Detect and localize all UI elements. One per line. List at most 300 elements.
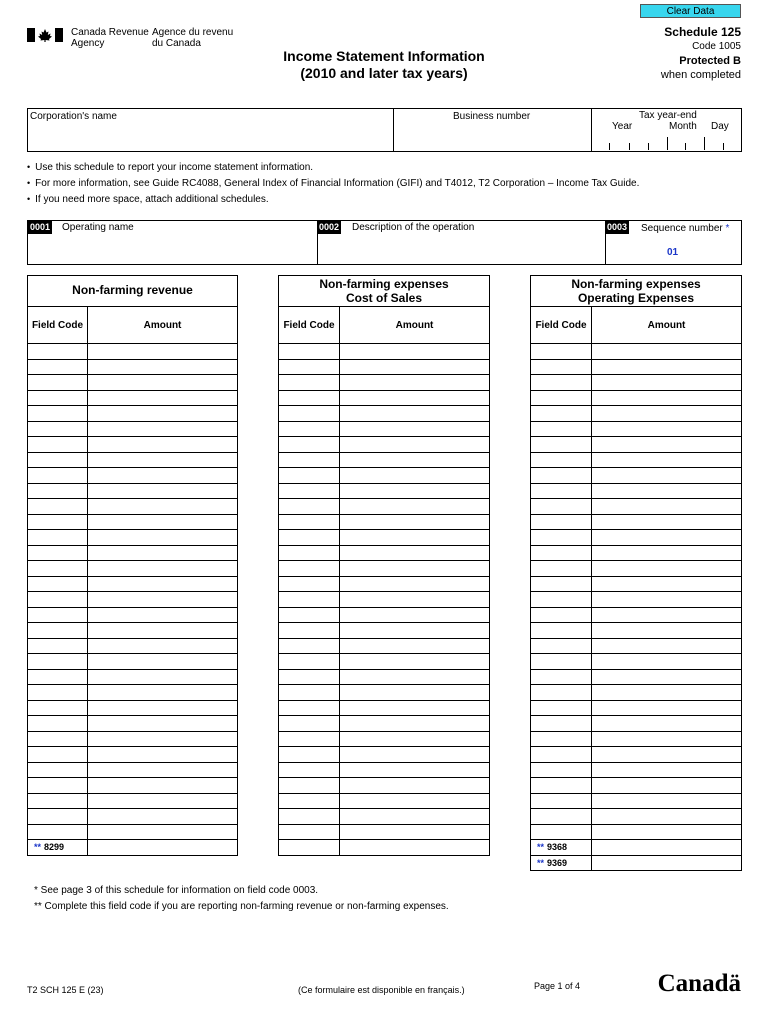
table-row	[28, 716, 238, 732]
table-row	[531, 855, 742, 871]
table-row	[531, 607, 742, 623]
field-code-cell[interactable]	[279, 809, 340, 825]
amount-cell[interactable]	[592, 375, 742, 391]
amount-cell[interactable]	[340, 576, 490, 592]
amount-cell[interactable]	[340, 514, 490, 530]
field-code-cell[interactable]	[28, 685, 88, 701]
revenue-subheader	[27, 306, 238, 344]
french-availability: (Ce formulaire est disponible en français.)	[298, 985, 465, 995]
field-code-cell[interactable]	[279, 561, 340, 577]
amount-cell[interactable]	[340, 685, 490, 701]
field-code-cell[interactable]	[28, 700, 88, 716]
agency-fr-line-1: Agence du revenu	[152, 27, 234, 38]
amount-cell[interactable]	[592, 390, 742, 406]
table-row	[279, 654, 490, 670]
operating-name-label: Operating name	[62, 222, 134, 233]
instruction-item: • Use this schedule to report your income statement information.	[27, 160, 639, 175]
amount-cell[interactable]	[88, 731, 238, 747]
table-row	[531, 747, 742, 763]
amount-cell[interactable]	[88, 499, 238, 515]
day-label: Day	[711, 121, 729, 132]
amount-cell[interactable]	[592, 344, 742, 360]
amount-cell[interactable]	[88, 576, 238, 592]
table-row	[279, 638, 490, 654]
amount-cell[interactable]	[340, 669, 490, 685]
table-row	[28, 375, 238, 391]
operating-name-field[interactable]	[28, 221, 318, 264]
sequence-number-text: Sequence number	[641, 223, 723, 234]
table-row	[279, 685, 490, 701]
field-code-cell[interactable]	[279, 483, 340, 499]
table-row	[28, 793, 238, 809]
table-row	[531, 421, 742, 437]
field-code-cell[interactable]	[531, 592, 592, 608]
field-code-cell[interactable]	[279, 716, 340, 732]
field-code-cell[interactable]	[28, 468, 88, 484]
field-code-cell[interactable]	[28, 406, 88, 422]
amount-cell[interactable]	[592, 762, 742, 778]
amount-cell[interactable]	[340, 762, 490, 778]
table-row	[531, 406, 742, 422]
field-code-cell[interactable]	[28, 530, 88, 546]
field-code-cell[interactable]	[28, 561, 88, 577]
field-code-cell[interactable]	[279, 530, 340, 546]
field-code-cell[interactable]	[279, 778, 340, 794]
amount-cell[interactable]	[592, 437, 742, 453]
amount-cell[interactable]	[340, 778, 490, 794]
field-code-cell[interactable]	[279, 731, 340, 747]
table-row	[28, 700, 238, 716]
amount-cell[interactable]	[592, 731, 742, 747]
table-row	[279, 514, 490, 530]
field-code-cell[interactable]	[279, 747, 340, 763]
field-code-cell[interactable]	[531, 545, 592, 561]
amount-cell[interactable]	[592, 576, 742, 592]
field-code-cell[interactable]	[279, 824, 340, 840]
field-code-cell[interactable]	[531, 468, 592, 484]
amount-cell[interactable]	[88, 669, 238, 685]
table-row	[28, 840, 238, 856]
table-row	[279, 468, 490, 484]
sequence-number-label	[641, 223, 729, 234]
table-row	[279, 747, 490, 763]
field-code-cell[interactable]	[28, 545, 88, 561]
field-code-cell[interactable]	[28, 716, 88, 732]
table-row	[279, 700, 490, 716]
field-code-cell[interactable]	[531, 700, 592, 716]
field-code-cell[interactable]	[28, 778, 88, 794]
field-code-cell[interactable]	[531, 390, 592, 406]
day-tick	[723, 143, 724, 150]
field-code-cell[interactable]	[279, 654, 340, 670]
table-row	[279, 545, 490, 561]
field-code-cell[interactable]	[531, 716, 592, 732]
field-code-cell[interactable]	[279, 359, 340, 375]
field-code-cell[interactable]	[279, 638, 340, 654]
amount-cell[interactable]	[592, 855, 742, 871]
field-code-cell[interactable]	[279, 669, 340, 685]
amount-cell[interactable]	[340, 654, 490, 670]
table-row	[531, 375, 742, 391]
amount-cell[interactable]	[88, 483, 238, 499]
field-code-cell[interactable]	[28, 669, 88, 685]
amount-cell[interactable]	[88, 561, 238, 577]
amount-cell[interactable]	[88, 421, 238, 437]
field-code-cell[interactable]	[279, 452, 340, 468]
field-code-header: Field Code	[28, 307, 88, 343]
table-row	[531, 530, 742, 546]
field-code-cell[interactable]	[531, 778, 592, 794]
amount-cell[interactable]	[340, 375, 490, 391]
table-row	[531, 669, 742, 685]
field-code-cell[interactable]	[279, 840, 340, 856]
table-row	[279, 840, 490, 856]
table-row	[531, 623, 742, 639]
table-row	[28, 747, 238, 763]
field-code-cell[interactable]	[28, 375, 88, 391]
form-title	[250, 48, 518, 82]
field-code-cell[interactable]	[28, 623, 88, 639]
table-row	[279, 623, 490, 639]
field-code-cell[interactable]	[279, 592, 340, 608]
amount-cell[interactable]	[88, 530, 238, 546]
field-code-cell[interactable]	[531, 452, 592, 468]
field-code-cell[interactable]	[279, 468, 340, 484]
table-row	[531, 700, 742, 716]
field-code-cell[interactable]	[531, 623, 592, 639]
agency-en-line-2: Agency	[71, 38, 105, 49]
amount-cell[interactable]	[592, 545, 742, 561]
amount-cell[interactable]	[88, 747, 238, 763]
amount-cell[interactable]	[88, 545, 238, 561]
table-row	[28, 406, 238, 422]
required-star: **	[537, 842, 545, 853]
field-code-cell[interactable]	[28, 499, 88, 515]
sequence-number-field[interactable]	[605, 221, 741, 264]
amount-cell[interactable]	[592, 561, 742, 577]
amount-cell[interactable]	[88, 809, 238, 825]
identification-box	[27, 108, 742, 152]
table-row	[279, 359, 490, 375]
field-code-cell[interactable]	[28, 452, 88, 468]
amount-cell[interactable]	[340, 390, 490, 406]
amount-cell[interactable]	[592, 406, 742, 422]
field-code-cell[interactable]	[28, 762, 88, 778]
amount-cell[interactable]	[340, 359, 490, 375]
field-code-cell[interactable]	[531, 530, 592, 546]
table-row	[28, 685, 238, 701]
field-code-cell[interactable]	[28, 654, 88, 670]
field-code-cell[interactable]	[531, 731, 592, 747]
amount-cell[interactable]	[340, 344, 490, 360]
field-code-cell[interactable]	[279, 344, 340, 360]
instruction-item: • If you need more space, attach additional schedules.	[27, 192, 639, 207]
field-code-cell[interactable]	[531, 747, 592, 763]
table-row	[531, 344, 742, 360]
amount-cell[interactable]	[88, 623, 238, 639]
amount-cell[interactable]	[340, 700, 490, 716]
field-code-cell[interactable]	[531, 762, 592, 778]
amount-cell[interactable]	[592, 592, 742, 608]
description-field[interactable]	[317, 221, 606, 264]
table-row	[28, 669, 238, 685]
field-code-cell[interactable]	[531, 855, 592, 871]
field-code-cell[interactable]	[279, 406, 340, 422]
amount-cell[interactable]	[592, 514, 742, 530]
table-row	[531, 809, 742, 825]
amount-cell[interactable]	[88, 638, 238, 654]
field-code-cell[interactable]	[279, 545, 340, 561]
cost-subheader	[278, 306, 490, 344]
field-code-cell[interactable]	[531, 421, 592, 437]
amount-cell[interactable]	[88, 452, 238, 468]
field-code-cell[interactable]	[531, 685, 592, 701]
amount-cell[interactable]	[340, 468, 490, 484]
table-row	[531, 359, 742, 375]
table-row	[28, 421, 238, 437]
amount-cell[interactable]	[88, 716, 238, 732]
field-code-cell[interactable]	[28, 824, 88, 840]
clear-data-button[interactable]: Clear Data	[640, 4, 741, 18]
revenue-title: Non-farming revenue	[72, 283, 193, 297]
field-code-cell[interactable]	[531, 824, 592, 840]
amount-cell[interactable]	[340, 731, 490, 747]
table-row	[279, 390, 490, 406]
amount-cell[interactable]	[88, 375, 238, 391]
amount-cell[interactable]	[88, 607, 238, 623]
amount-cell[interactable]	[340, 747, 490, 763]
amount-cell[interactable]	[88, 685, 238, 701]
amount-cell[interactable]	[340, 840, 490, 856]
table-row	[28, 607, 238, 623]
field-code-0003: 0003	[607, 222, 628, 232]
field-code-cell[interactable]	[279, 375, 340, 391]
amount-cell[interactable]	[592, 638, 742, 654]
when-completed-label: when completed	[660, 69, 741, 81]
field-code-cell[interactable]	[531, 669, 592, 685]
amount-cell[interactable]	[592, 716, 742, 732]
amount-cell[interactable]	[592, 778, 742, 794]
amount-cell[interactable]	[592, 669, 742, 685]
opex-title-line-2: Operating Expenses	[577, 291, 695, 305]
amount-cell[interactable]	[592, 452, 742, 468]
amount-cell[interactable]	[88, 344, 238, 360]
amount-cell[interactable]	[340, 530, 490, 546]
amount-cell[interactable]	[592, 809, 742, 825]
field-code-cell[interactable]	[279, 607, 340, 623]
table-row	[28, 778, 238, 794]
field-code-cell[interactable]	[28, 437, 88, 453]
amount-cell[interactable]	[340, 483, 490, 499]
amount-cell[interactable]	[592, 824, 742, 840]
field-code-cell[interactable]	[531, 514, 592, 530]
amount-cell[interactable]	[88, 514, 238, 530]
field-code-cell[interactable]	[28, 592, 88, 608]
amount-cell[interactable]	[340, 607, 490, 623]
table-row	[279, 716, 490, 732]
table-row	[28, 592, 238, 608]
amount-cell[interactable]	[592, 483, 742, 499]
field-code-0002: 0002	[319, 222, 340, 232]
table-row	[28, 359, 238, 375]
table-row	[28, 824, 238, 840]
field-code-cell[interactable]	[28, 483, 88, 499]
agency-fr-line-2: du Canada	[152, 38, 201, 49]
field-code-cell[interactable]	[28, 607, 88, 623]
amount-cell[interactable]	[592, 359, 742, 375]
field-code-cell[interactable]	[531, 576, 592, 592]
field-code-cell[interactable]	[531, 607, 592, 623]
field-code-cell[interactable]	[531, 359, 592, 375]
table-row	[531, 762, 742, 778]
amount-cell[interactable]	[592, 793, 742, 809]
field-code-cell[interactable]	[531, 561, 592, 577]
table-row	[28, 731, 238, 747]
amount-cell[interactable]	[592, 530, 742, 546]
table-row	[531, 561, 742, 577]
field-code-cell[interactable]	[28, 359, 88, 375]
field-code-cell[interactable]	[28, 747, 88, 763]
table-row	[28, 514, 238, 530]
field-code-cell[interactable]	[531, 406, 592, 422]
table-row	[28, 561, 238, 577]
field-code-cell[interactable]	[28, 344, 88, 360]
table-row	[28, 483, 238, 499]
amount-cell[interactable]	[88, 840, 238, 856]
table-row	[279, 561, 490, 577]
amount-cell[interactable]	[88, 406, 238, 422]
amount-cell[interactable]	[340, 545, 490, 561]
amount-cell[interactable]	[340, 623, 490, 639]
required-star: **	[537, 857, 545, 868]
amount-cell[interactable]	[88, 824, 238, 840]
amount-cell[interactable]	[340, 421, 490, 437]
field-code-cell[interactable]	[28, 840, 88, 856]
field-code-cell[interactable]	[279, 576, 340, 592]
table-row	[531, 716, 742, 732]
amount-cell[interactable]	[340, 793, 490, 809]
field-code-cell[interactable]	[28, 421, 88, 437]
field-code-cell[interactable]	[28, 638, 88, 654]
amount-cell[interactable]	[592, 685, 742, 701]
amount-cell[interactable]	[592, 700, 742, 716]
field-code-cell[interactable]	[279, 421, 340, 437]
table-row	[279, 607, 490, 623]
amount-cell[interactable]	[88, 359, 238, 375]
amount-cell[interactable]	[592, 468, 742, 484]
corporation-name-field[interactable]	[28, 109, 394, 151]
table-row	[28, 468, 238, 484]
field-code-cell[interactable]	[279, 700, 340, 716]
amount-header: Amount	[143, 319, 182, 331]
field-code-cell[interactable]	[28, 793, 88, 809]
field-code-cell[interactable]	[279, 499, 340, 515]
month-tick	[685, 143, 686, 150]
field-code-cell[interactable]	[279, 437, 340, 453]
field-code-cell[interactable]	[279, 685, 340, 701]
amount-cell[interactable]	[592, 607, 742, 623]
field-code-cell[interactable]	[531, 793, 592, 809]
amount-header: Amount	[395, 319, 434, 331]
field-code-cell[interactable]	[28, 809, 88, 825]
field-code-cell[interactable]	[28, 390, 88, 406]
table-row	[28, 545, 238, 561]
amount-cell[interactable]	[88, 762, 238, 778]
field-code-cell[interactable]	[531, 437, 592, 453]
amount-cell[interactable]	[340, 638, 490, 654]
amount-cell[interactable]	[340, 592, 490, 608]
amount-cell[interactable]	[340, 406, 490, 422]
amount-cell[interactable]	[340, 437, 490, 453]
field-code-cell[interactable]	[279, 390, 340, 406]
amount-cell[interactable]	[340, 452, 490, 468]
table-row	[28, 762, 238, 778]
month-divider	[667, 137, 668, 150]
field-code-cell[interactable]	[531, 375, 592, 391]
amount-cell[interactable]	[88, 654, 238, 670]
field-code-cell[interactable]	[279, 514, 340, 530]
amount-cell[interactable]	[88, 793, 238, 809]
field-code-cell[interactable]	[531, 654, 592, 670]
field-code-cell[interactable]	[531, 809, 592, 825]
table-row	[531, 499, 742, 515]
opex-title-line-1: Non-farming expenses	[571, 277, 701, 291]
table-row	[279, 793, 490, 809]
amount-cell[interactable]	[88, 778, 238, 794]
field-code-cell[interactable]	[531, 483, 592, 499]
amount-cell[interactable]	[340, 809, 490, 825]
field-code-cell[interactable]	[279, 623, 340, 639]
field-code-cell[interactable]	[531, 840, 592, 856]
amount-cell[interactable]	[592, 840, 742, 856]
field-code-value: 8299	[44, 842, 65, 853]
canada-wordmark: Canadä	[657, 970, 741, 997]
table-row	[28, 452, 238, 468]
table-row	[531, 437, 742, 453]
field-code-cell[interactable]	[531, 499, 592, 515]
table-row	[28, 390, 238, 406]
amount-cell[interactable]	[592, 421, 742, 437]
amount-cell[interactable]	[340, 716, 490, 732]
table-row	[531, 685, 742, 701]
field-code-cell[interactable]	[531, 638, 592, 654]
amount-cell[interactable]	[592, 499, 742, 515]
tax-year-end-field[interactable]	[591, 109, 741, 151]
table-row	[279, 421, 490, 437]
amount-cell[interactable]	[592, 747, 742, 763]
amount-cell[interactable]	[88, 592, 238, 608]
amount-cell[interactable]	[592, 654, 742, 670]
amount-cell[interactable]	[340, 824, 490, 840]
amount-cell[interactable]	[88, 390, 238, 406]
page-number: Page 1 of 4	[534, 981, 581, 991]
field-code-cell[interactable]	[531, 344, 592, 360]
amount-cell[interactable]	[592, 623, 742, 639]
field-code-cell[interactable]	[28, 731, 88, 747]
field-code-cell[interactable]	[279, 762, 340, 778]
field-code-cell[interactable]	[28, 576, 88, 592]
amount-cell[interactable]	[88, 437, 238, 453]
amount-cell[interactable]	[88, 468, 238, 484]
table-row	[279, 809, 490, 825]
business-number-field[interactable]	[393, 109, 592, 151]
amount-cell[interactable]	[340, 561, 490, 577]
field-code-cell[interactable]	[279, 793, 340, 809]
table-row	[279, 592, 490, 608]
field-code-cell[interactable]	[28, 514, 88, 530]
amount-cell[interactable]	[340, 499, 490, 515]
amount-cell[interactable]	[88, 700, 238, 716]
